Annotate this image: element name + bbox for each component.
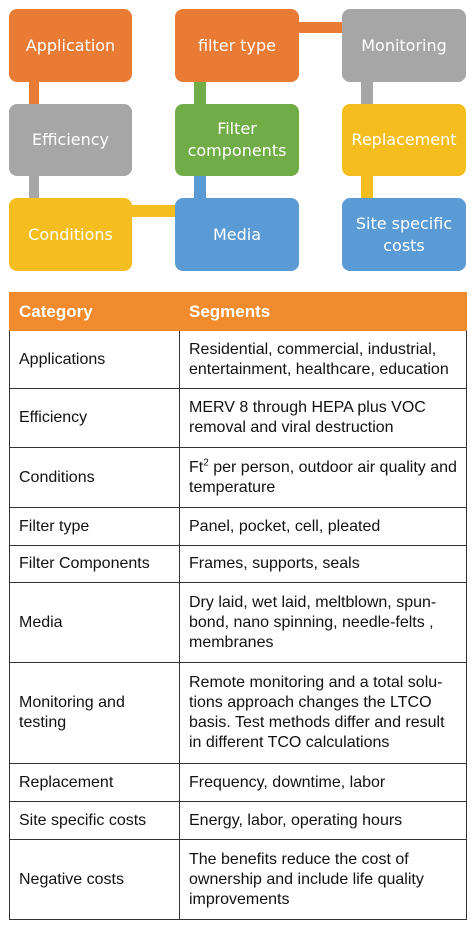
segments-cell (180, 448, 467, 508)
connector-filtertype-monitoring (299, 22, 343, 33)
table-row (10, 331, 467, 389)
box-replacement: Replacement (342, 104, 466, 176)
segments-cell: Energy, labor, operating hours (180, 802, 467, 840)
table-row (10, 840, 467, 920)
connector-efficiency-conditions (29, 176, 39, 198)
table-row (10, 663, 467, 764)
segments-cell: The benefits reduce the cost of ownership and include life quality improvements (180, 840, 467, 920)
category-cell: Applications (10, 331, 180, 389)
table-row (10, 546, 467, 583)
connector-monitoring-replacement (361, 82, 373, 104)
category-cell: Efficiency (10, 389, 180, 448)
table-row (10, 583, 467, 663)
header-segments: Segments (180, 293, 467, 331)
category-cell: Media (10, 583, 180, 663)
segments-prefix: Ft (189, 458, 204, 476)
category-cell: Negative costs (10, 840, 180, 920)
box-application: Application (9, 9, 132, 82)
table-row (10, 448, 467, 508)
segments-cell: Remote monitoring and a total solu-tions approach changes the LTCO basis. Test methods differ and result in different TCO calculations (180, 663, 467, 764)
connector-application-efficiency (29, 82, 39, 104)
box-filter-type: filter type (175, 9, 299, 82)
header-category: Category (10, 293, 180, 331)
segments-cell: Frames, supports, seals (180, 546, 467, 583)
box-site-specific-costs: Site specific costs (342, 198, 466, 271)
superscript: 2 (203, 457, 209, 469)
category-cell: Conditions (10, 448, 180, 508)
box-conditions: Conditions (9, 198, 132, 271)
category-cell: Filter Components (10, 546, 180, 583)
connector-components-media (194, 176, 206, 198)
connector-filtertype-components (194, 82, 206, 104)
table-row (10, 508, 467, 546)
category-cell: Monitoring and testing (10, 663, 180, 764)
connector-conditions-media (131, 205, 177, 217)
box-filter-components: Filter components (175, 104, 299, 176)
table-header-row (10, 293, 467, 331)
box-efficiency: Efficiency (9, 104, 132, 176)
segments-table (9, 292, 467, 920)
table-row (10, 764, 467, 802)
connector-replacement-sitecosts (361, 176, 373, 198)
table-row (10, 389, 467, 448)
segments-suffix: per person, outdoor air quality and temperature (189, 458, 457, 496)
box-monitoring: Monitoring (342, 9, 466, 82)
category-cell: Filter type (10, 508, 180, 546)
segments-cell: MERV 8 through HEPA plus VOC removal and viral destruction (180, 389, 467, 448)
segments-cell: Frequency, downtime, labor (180, 764, 467, 802)
box-media: Media (175, 198, 299, 271)
table-row (10, 802, 467, 840)
category-cell: Site specific costs (10, 802, 180, 840)
segments-cell: Dry laid, wet laid, meltblown, spun-bond, nano spinning, needle-felts , membranes (180, 583, 467, 663)
segments-cell: Panel, pocket, cell, pleated (180, 508, 467, 546)
category-cell: Replacement (10, 764, 180, 802)
segments-cell: Residential, commercial, industrial, entertainment, healthcare, education (180, 331, 467, 389)
